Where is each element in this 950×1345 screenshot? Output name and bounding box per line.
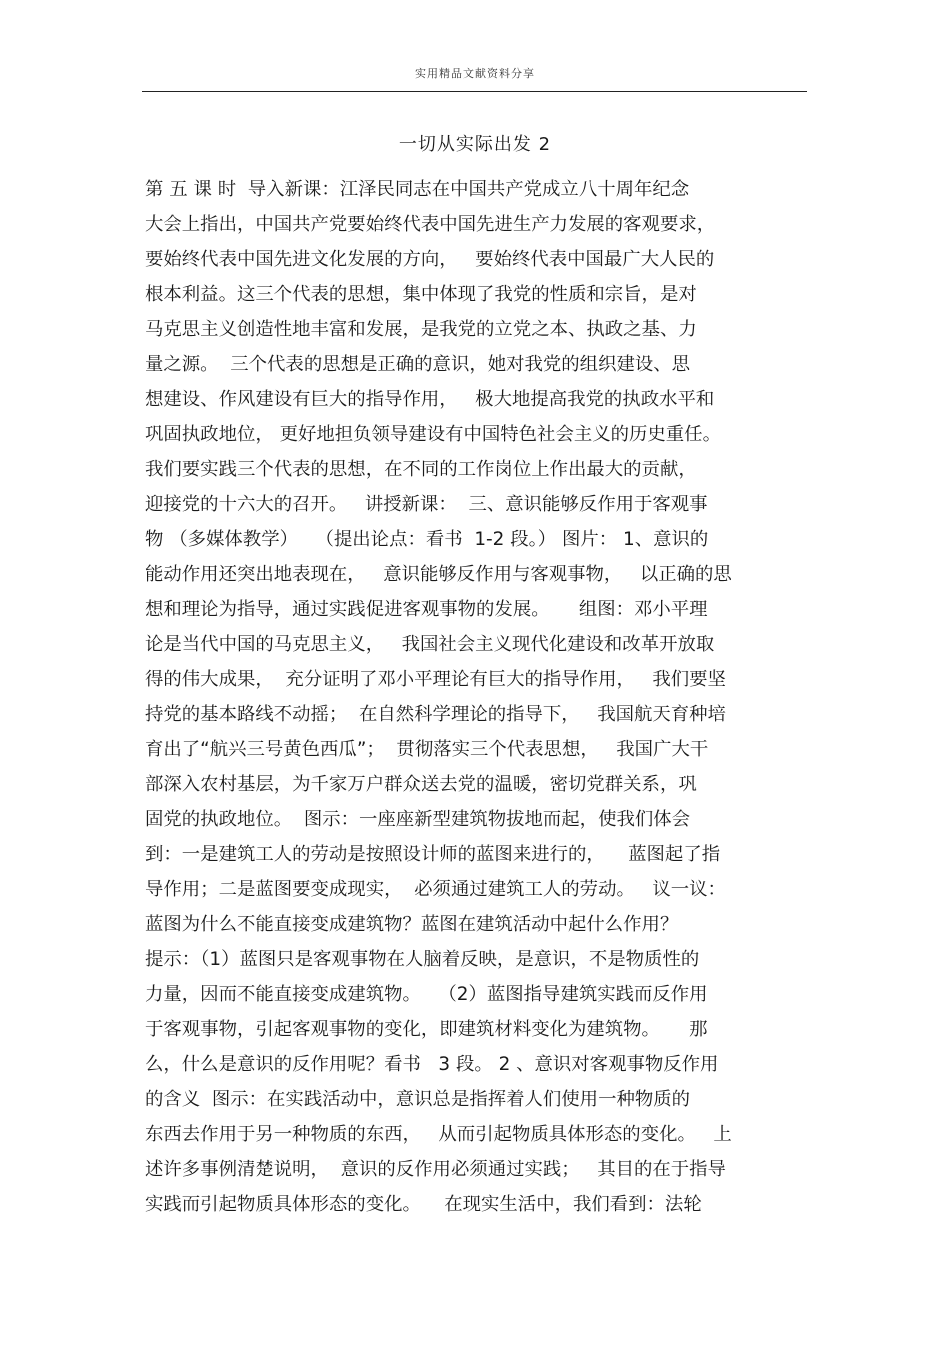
body-line: 物 （多媒体教学） （提出论点：看书 1-2 段。） 图片： 1、意识的 — [145, 529, 709, 550]
body-line: 蓝图为什么不能直接变成建筑物？蓝图在建筑活动中起什么作用？ — [145, 914, 679, 935]
document-title: 一切从实际出发 2 — [398, 134, 552, 155]
body-line: 要始终代表中国先进文化发展的方向， 要始终代表中国最广大人民的 — [145, 249, 715, 270]
body-line: 根本利益。这三个代表的思想，集中体现了我党的性质和宗旨，是对 — [145, 284, 697, 305]
body-line: 大会上指出，中国共产党要始终代表中国先进生产力发展的客观要求， — [145, 214, 716, 235]
document-body — [145, 172, 815, 1222]
body-line: 迎接党的十六大的召开。 讲授新课： 三、意识能够反作用于客观事 — [145, 494, 708, 515]
body-line: 能动作用还突出地表现在， 意识能够反作用与客观事物， 以正确的思 — [145, 564, 732, 585]
body-line: 论是当代中国的马克思主义， 我国社会主义现代化建设和改革开放取 — [145, 634, 715, 655]
body-line: 于客观事物，引起客观事物的变化，即建筑材料变化为建筑物。 那 — [145, 1019, 708, 1040]
body-line: 导作用；二是蓝图要变成现实， 必须通过建筑工人的劳动。 议一议： — [145, 879, 726, 900]
body-line: 到：一是建筑工人的劳动是按照设计师的蓝图来进行的， 蓝图起了指 — [145, 844, 721, 865]
body-line: 想和理论为指导，通过实践促进客观事物的发展。 组图：邓小平理 — [145, 599, 708, 620]
body-line: 东西去作用于另一种物质的东西， 从而引起物质具体形态的变化。 上 — [145, 1124, 732, 1145]
body-line: 第 五 课 时 导入新课：江泽民同志在中国共产党成立八十周年纪念 — [145, 179, 690, 200]
body-line: 持党的基本路线不动摇； 在自然科学理论的指导下， 我国航天育种培 — [145, 704, 726, 725]
body-line: 我们要实践三个代表的思想，在不同的工作岗位上作出最大的贡献， — [145, 459, 697, 480]
body-line: 量之源。 三个代表的思想是正确的意识，她对我党的组织建设、思 — [145, 354, 691, 375]
body-line: 提示：（1）蓝图只是客观事物在人脑着反映，是意识，不是物质性的 — [145, 949, 700, 970]
body-line: 实践而引起物质具体形态的变化。 在现实生活中，我们看到：法轮 — [145, 1194, 702, 1215]
body-line: 想建设、作风建设有巨大的指导作用， 极大地提高我党的执政水平和 — [145, 389, 715, 410]
body-line: 固党的执政地位。 图示：一座座新型建筑物拔地而起，使我们体会 — [145, 809, 691, 830]
body-line: 马克思主义创造性地丰富和发展，是我党的立党之本、执政之基、力 — [145, 319, 697, 340]
body-line: 部深入农村基层，为千家万户群众送去党的温暖，密切党群关系，巩 — [145, 774, 697, 795]
body-line: 的含义 图示：在实践活动中，意识总是指挥着人们使用一种物质的 — [145, 1089, 691, 1110]
page-header: 实用精品文献资料分享 — [415, 67, 535, 80]
body-line: 育出了“航兴三号黄色西瓜”； 贯彻落实三个代表思想， 我国广大干 — [145, 739, 709, 760]
body-line: 巩固执政地位， 更好地担负领导建设有中国特色社会主义的历史重任。 — [145, 424, 721, 445]
body-line: 得的伟大成果， 充分证明了邓小平理论有巨大的指导作用， 我们要坚 — [145, 669, 726, 690]
body-line: 么，什么是意识的反作用呢？看书 3 段。 2 、意识对客观事物反作用 — [145, 1054, 719, 1075]
body-line: 力量，因而不能直接变成建筑物。 （2）蓝图指导建筑实践而反作用 — [145, 984, 708, 1005]
body-line: 述许多事例清楚说明， 意识的反作用必须通过实践； 其目的在于指导 — [145, 1159, 726, 1180]
header-divider — [142, 91, 807, 92]
